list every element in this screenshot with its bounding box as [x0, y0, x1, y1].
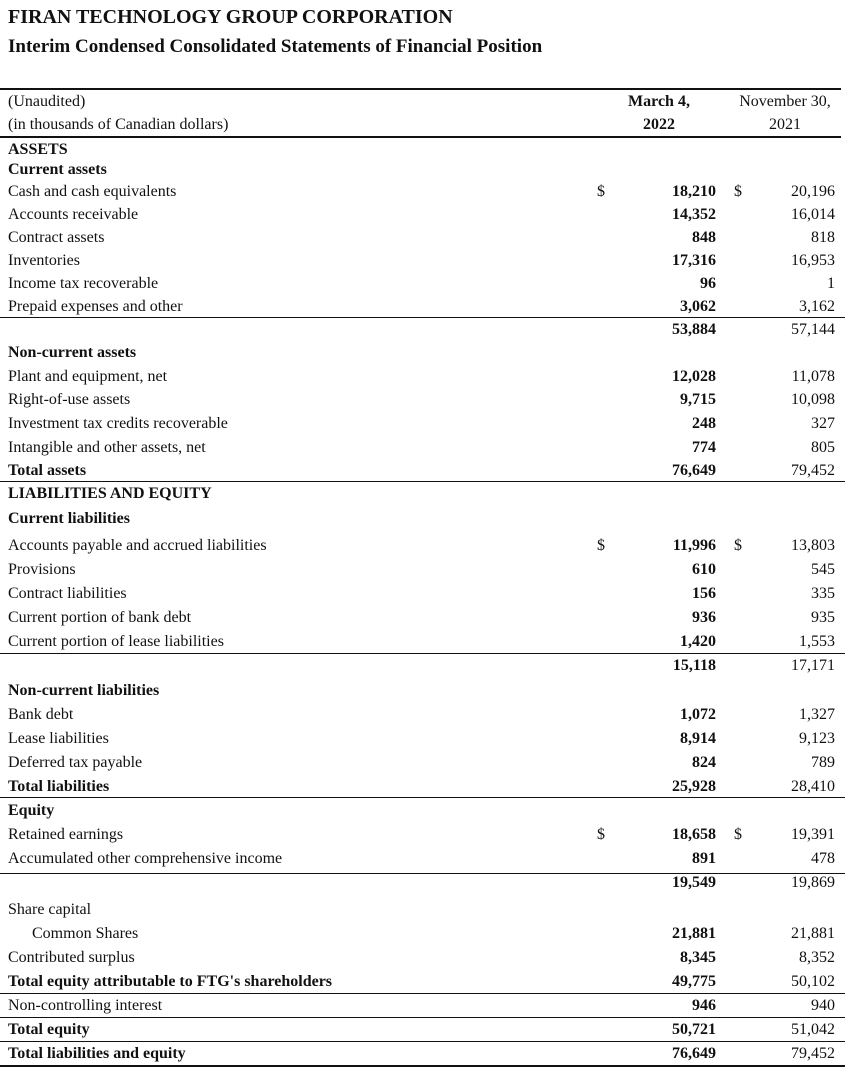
- value-march-2022: 76,649: [672, 462, 716, 479]
- row-label: Retained earnings: [8, 826, 124, 843]
- statement-row: [0, 388, 845, 411]
- prior-period-year: 2021: [769, 116, 801, 133]
- company-name: FIRAN TECHNOLOGY GROUP CORPORATION: [8, 6, 453, 28]
- section-heading: [0, 799, 845, 822]
- row-label: Non-current assets: [8, 344, 137, 361]
- value-november-2021: 3,162: [799, 298, 835, 315]
- currency-symbol: $: [734, 537, 742, 554]
- section-heading: [0, 158, 845, 181]
- value-march-2022: 18,658: [672, 826, 716, 843]
- value-march-2022: 774: [692, 439, 716, 456]
- value-november-2021: 51,042: [791, 1021, 835, 1038]
- value-november-2021: 57,144: [791, 321, 835, 338]
- row-label: Investment tax credits recoverable: [8, 415, 228, 432]
- row-label: Lease liabilities: [8, 730, 109, 747]
- value-march-2022: 53,884: [672, 321, 716, 338]
- statement-row: [0, 412, 845, 435]
- statement-row: [0, 922, 845, 945]
- subtotal-row: [0, 318, 845, 341]
- value-november-2021: 545: [811, 561, 835, 578]
- subtotal-row: [0, 871, 845, 894]
- value-november-2021: 16,953: [791, 252, 835, 269]
- value-november-2021: 13,803: [791, 537, 835, 554]
- statement-row: [0, 226, 845, 249]
- value-march-2022: 25,928: [672, 778, 716, 795]
- value-november-2021: 478: [811, 850, 835, 867]
- currency-symbol: $: [597, 826, 605, 843]
- row-label: Current portion of lease liabilities: [8, 633, 224, 650]
- value-november-2021: 940: [811, 997, 835, 1014]
- value-november-2021: 17,171: [791, 657, 835, 674]
- value-march-2022: 49,775: [672, 973, 716, 990]
- statement-row: [0, 180, 845, 203]
- statement-row: [0, 703, 845, 726]
- section-heading: [0, 679, 845, 702]
- value-march-2022: 891: [692, 850, 716, 867]
- value-march-2022: 19,549: [672, 874, 716, 891]
- value-march-2022: 76,649: [672, 1045, 716, 1062]
- subtotal-row: [0, 654, 845, 677]
- currency-symbol: $: [734, 826, 742, 843]
- value-march-2022: 18,210: [672, 183, 716, 200]
- value-november-2021: 20,196: [791, 183, 835, 200]
- statement-row: [0, 946, 845, 969]
- row-label: Current portion of bank debt: [8, 609, 192, 626]
- row-label: Cash and cash equivalents: [8, 183, 177, 200]
- statement-row: [0, 272, 845, 295]
- statement-row: [0, 727, 845, 750]
- statement-row: [0, 898, 845, 921]
- row-label: Total liabilities: [8, 778, 110, 795]
- value-november-2021: 335: [811, 585, 835, 602]
- statement-row: [0, 970, 845, 993]
- row-label: Prepaid expenses and other: [8, 298, 183, 315]
- value-march-2022: 848: [692, 229, 716, 246]
- value-november-2021: 1: [827, 275, 835, 292]
- value-march-2022: 1,420: [680, 633, 716, 650]
- value-march-2022: 1,072: [680, 706, 716, 723]
- section-heading: [0, 507, 845, 530]
- value-november-2021: 79,452: [791, 462, 835, 479]
- value-march-2022: 9,715: [680, 391, 716, 408]
- value-march-2022: 610: [692, 561, 716, 578]
- value-november-2021: 935: [811, 609, 835, 626]
- row-label: Total liabilities and equity: [8, 1045, 186, 1062]
- value-march-2022: 824: [692, 754, 716, 771]
- current-period-year: 2022: [643, 116, 675, 133]
- statement-row: [0, 558, 845, 581]
- value-november-2021: 1,327: [799, 706, 835, 723]
- statement-row: [0, 582, 845, 605]
- row-label: Equity: [8, 802, 55, 819]
- value-november-2021: 79,452: [791, 1045, 835, 1062]
- statement-row: [0, 630, 845, 653]
- value-march-2022: 15,118: [672, 657, 716, 674]
- row-label: Income tax recoverable: [8, 275, 159, 292]
- currency-symbol: $: [597, 537, 605, 554]
- rule-line: [0, 1065, 845, 1067]
- column-header-prior-period: [725, 90, 845, 136]
- value-november-2021: 789: [811, 754, 835, 771]
- statement-row: [0, 295, 845, 318]
- row-label: Accounts receivable: [8, 206, 139, 223]
- value-march-2022: 96: [700, 275, 716, 292]
- rule-line: [0, 797, 845, 798]
- section-heading: [0, 341, 845, 364]
- value-november-2021: 19,391: [791, 826, 835, 843]
- financial-statement-table: [0, 88, 845, 1080]
- statement-row: [0, 1018, 845, 1041]
- value-march-2022: 8,914: [680, 730, 716, 747]
- row-label: Non-controlling interest: [8, 997, 163, 1014]
- value-march-2022: 946: [692, 997, 716, 1014]
- statement-row: [0, 534, 845, 557]
- value-november-2021: 50,102: [791, 973, 835, 990]
- value-march-2022: 248: [692, 415, 716, 432]
- unaudited-note: (Unaudited): [8, 93, 86, 110]
- row-label: Contributed surplus: [8, 949, 135, 966]
- statement-row: [0, 459, 845, 482]
- value-november-2021: 16,014: [791, 206, 835, 223]
- statement-row: [0, 365, 845, 388]
- row-label: Total assets: [8, 462, 87, 479]
- value-november-2021: 28,410: [791, 778, 835, 795]
- statement-row: [0, 775, 845, 798]
- row-label: Share capital: [8, 901, 92, 918]
- prior-period-date: November 30,: [739, 93, 831, 110]
- value-november-2021: 11,078: [791, 368, 835, 385]
- value-march-2022: 50,721: [672, 1021, 716, 1038]
- row-label: Contract assets: [8, 229, 105, 246]
- value-november-2021: 805: [811, 439, 835, 456]
- row-label: Non-current liabilities: [8, 682, 160, 699]
- currency-symbol: $: [734, 183, 742, 200]
- row-label: ASSETS: [8, 141, 68, 158]
- current-period-date: March 4,: [628, 93, 690, 110]
- row-label: Current liabilities: [8, 510, 130, 527]
- rule-line: [0, 1041, 845, 1042]
- value-march-2022: 156: [692, 585, 716, 602]
- value-november-2021: 19,869: [791, 874, 835, 891]
- statement-row: [0, 1042, 845, 1065]
- rule-line: [629, 873, 845, 874]
- statement-row: [0, 847, 845, 870]
- row-label: Right-of-use assets: [8, 391, 131, 408]
- column-header-current-period: [599, 90, 719, 136]
- value-march-2022: 8,345: [680, 949, 716, 966]
- row-label: LIABILITIES AND EQUITY: [8, 485, 212, 502]
- row-label: Total equity attributable to FTG's shareholders: [8, 973, 333, 990]
- currency-symbol: $: [597, 183, 605, 200]
- row-label: Plant and equipment, net: [8, 368, 168, 385]
- statement-row: [0, 249, 845, 272]
- section-heading: [0, 482, 845, 505]
- row-label: Inventories: [8, 252, 80, 269]
- value-march-2022: 12,028: [672, 368, 716, 385]
- value-march-2022: 3,062: [680, 298, 716, 315]
- rule-line: [0, 1017, 845, 1018]
- value-november-2021: 818: [811, 229, 835, 246]
- row-label: Deferred tax payable: [8, 754, 143, 771]
- value-march-2022: 21,881: [672, 925, 716, 942]
- statement-row: [0, 203, 845, 226]
- row-label: Accumulated other comprehensive income: [8, 850, 283, 867]
- value-november-2021: 1,553: [799, 633, 835, 650]
- value-november-2021: 21,881: [791, 925, 835, 942]
- rule-line: [629, 317, 845, 318]
- rule-line: [629, 653, 845, 654]
- value-november-2021: 327: [811, 415, 835, 432]
- value-march-2022: 11,996: [672, 537, 716, 554]
- row-label: Provisions: [8, 561, 76, 578]
- statement-row: [0, 994, 845, 1017]
- statement-row: [0, 606, 845, 629]
- row-label: Common Shares: [32, 925, 139, 942]
- row-label: Current assets: [8, 161, 107, 178]
- row-label: Bank debt: [8, 706, 74, 723]
- value-november-2021: 10,098: [791, 391, 835, 408]
- statement-row: [0, 823, 845, 846]
- row-label: Intangible and other assets, net: [8, 439, 206, 456]
- row-label: Total equity: [8, 1021, 90, 1038]
- rule-line: [0, 993, 845, 994]
- statement-title: Interim Condensed Consolidated Statements of Financial Position: [8, 36, 543, 57]
- rule-line: [0, 481, 845, 482]
- statement-row: [0, 436, 845, 459]
- row-label: Accounts payable and accrued liabilities: [8, 537, 267, 554]
- value-march-2022: 936: [692, 609, 716, 626]
- value-march-2022: 14,352: [672, 206, 716, 223]
- value-november-2021: 9,123: [799, 730, 835, 747]
- value-november-2021: 8,352: [799, 949, 835, 966]
- units-note: (in thousands of Canadian dollars): [8, 116, 229, 133]
- row-label: Contract liabilities: [8, 585, 127, 602]
- value-march-2022: 17,316: [672, 252, 716, 269]
- statement-row: [0, 751, 845, 774]
